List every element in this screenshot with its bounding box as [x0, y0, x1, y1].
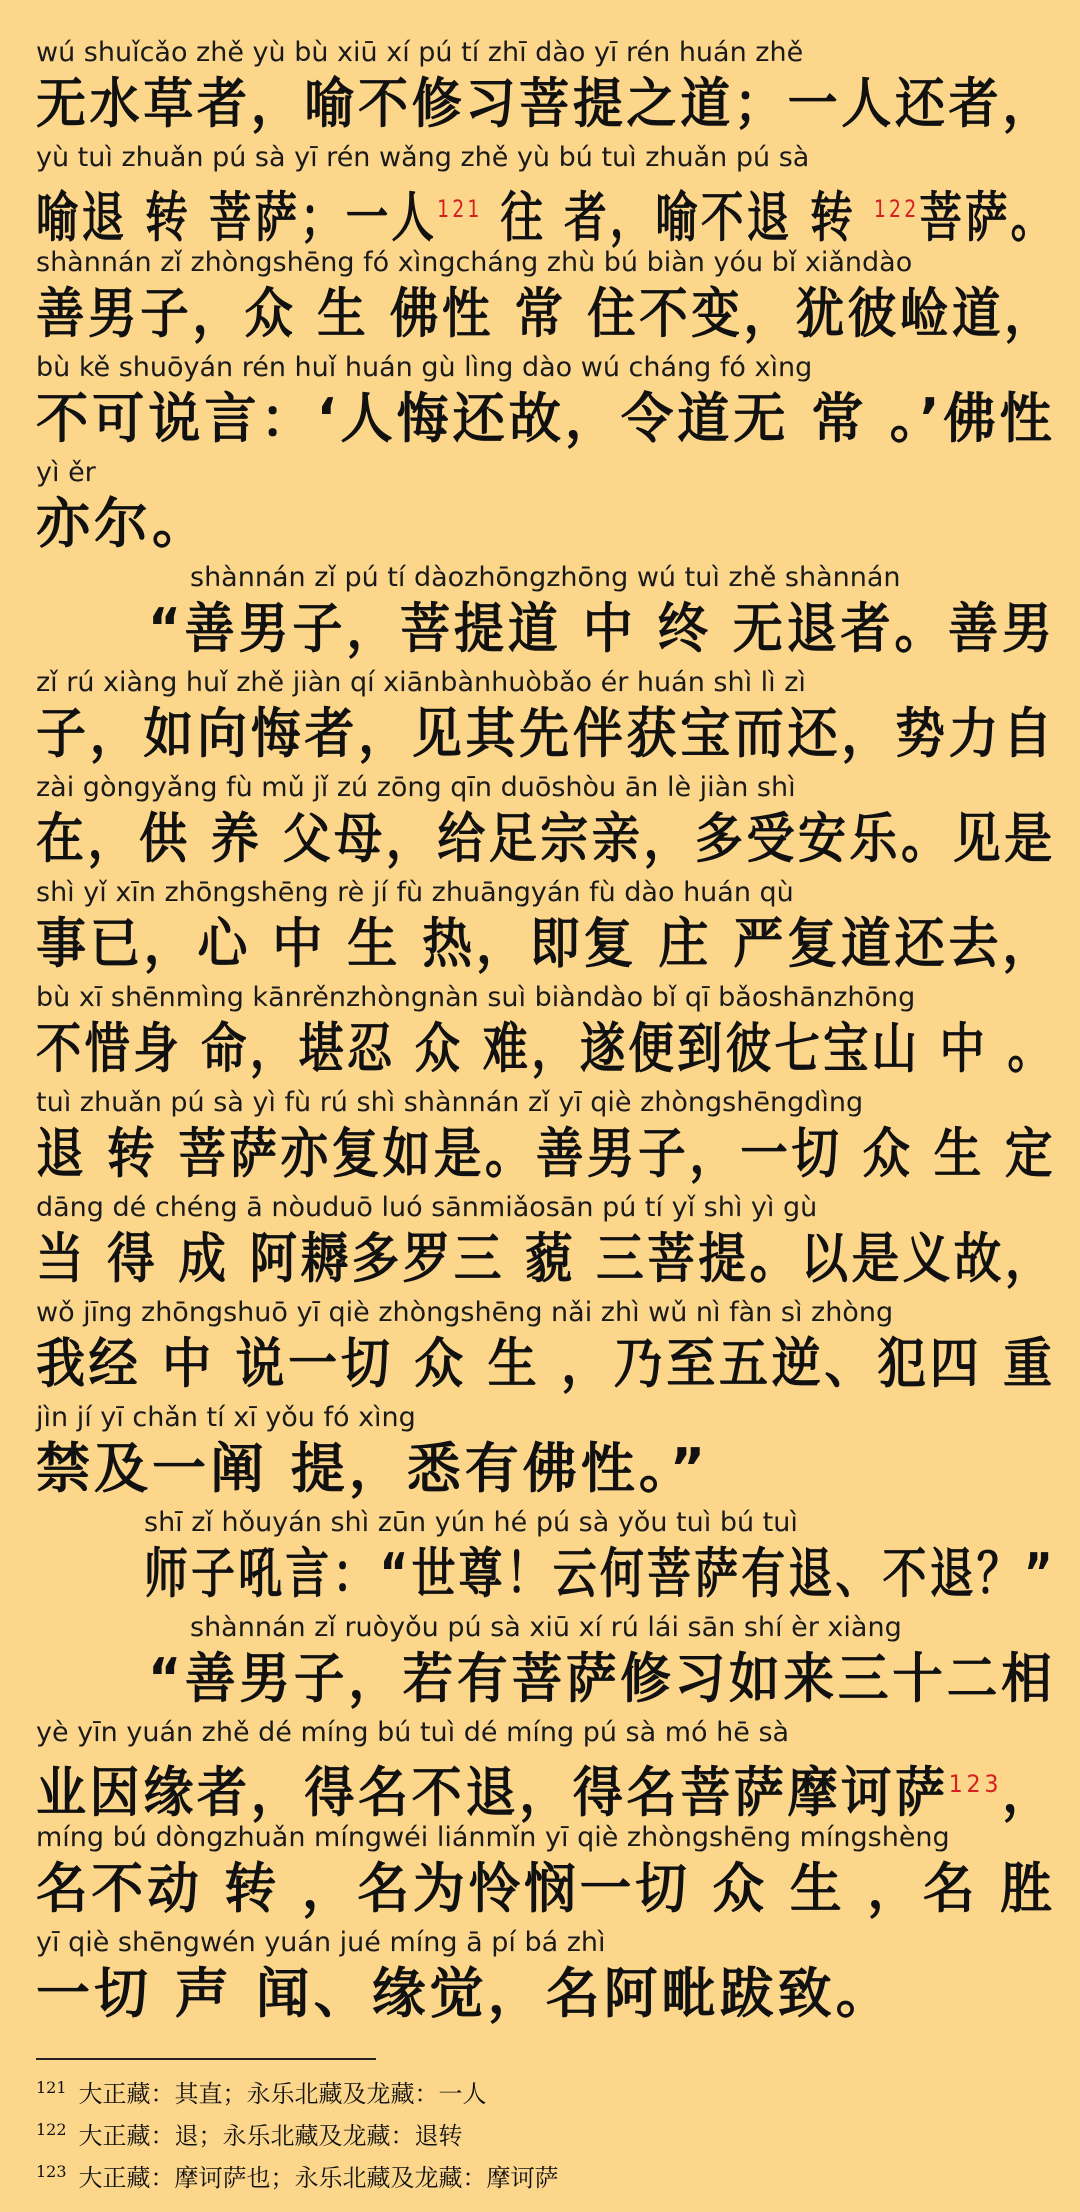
hanzi: 子，如向悔者，见其先伴获宝而还，势力自 [36, 702, 1057, 765]
footnote-ref-123[interactable]: 123 [948, 1770, 1003, 1798]
pinyin: bù kě shuōyán rén huǐ huán gù lìng dào wú cháng fó xìng [36, 352, 813, 383]
pinyin: zǐ rú xiàng huǐ zhě jiàn qí xiānbànhuòbǎo ér huán shì lì zì [36, 667, 806, 698]
hanzi: 当 得 成 阿耨多罗三 藐 三菩提。以是义故， [36, 1227, 1056, 1290]
hanzi: 禁及一阐 提，悉有佛性。” [36, 1437, 710, 1500]
footnote-122: $^{122}$ 大正藏：退；永乐北藏及龙藏：退转 [36, 2120, 463, 2150]
hanzi: 师子吼言：“世尊！云何菩萨有退、不退？” [144, 1542, 1056, 1605]
hanzi: 我经 中 说一切 众 生 ，乃至五逆、犯四 重 [36, 1332, 1056, 1395]
footnote-divider [36, 2058, 376, 2060]
hanzi: 善男子，众 生 佛性 常 住不变，犹彼崄道， [36, 282, 1057, 345]
hanzi: 亦尔。 [36, 492, 210, 555]
pinyin: jìn jí yī chǎn tí xī yǒu fó xìng [36, 1402, 416, 1433]
hanzi: 业因缘者，得名不退，得名菩萨摩诃萨$^{123}$， [36, 1761, 1056, 1824]
pinyin: zài gòngyǎng fù mǔ jǐ zú zōng qīn duōshòu ān lè jiàn shì [36, 772, 796, 803]
hanzi: 无水草者，喻不修习菩提之道；一人还者， [36, 72, 1057, 135]
hanzi: 不可说言：‘人悔还故，令道无 常 。’佛性 [36, 387, 1056, 450]
hanzi: 事已，心 中 生 热，即复 庄 严复道还去， [36, 912, 1057, 975]
pinyin: wú shuǐcǎo zhě yù bù xiū xí pú tí zhī dào yī rén huán zhě [36, 37, 804, 68]
pinyin: shì yǐ xīn zhōngshēng rè jí fù zhuāngyán fù dào huán qù [36, 877, 794, 908]
hanzi: 不惜身 命，堪忍 众 难，遂便到彼七宝山 中 。 [36, 1017, 1056, 1080]
hanzi: 喻退 转 菩萨；一人$^{121}$ 往 者，喻不退 转 $^{122}$菩萨。 [36, 186, 1057, 249]
pinyin: yù tuì zhuǎn pú sà yī rén wǎng zhě yù bú tuì zhuǎn pú sà [36, 142, 810, 173]
pinyin: shànnán zǐ zhòngshēng fó xìngcháng zhù bú biàn yóu bǐ xiǎndào [36, 247, 913, 278]
hanzi: 在，供 养 父母，给足宗亲，多受安乐。见是 [36, 807, 1056, 870]
hanzi: 一切 声 闻、缘觉，名阿毗跋致。 [36, 1962, 894, 2025]
footnote-ref-121[interactable]: 121 [437, 195, 483, 223]
pinyin: wǒ jīng zhōngshuō yī qiè zhòngshēng nǎi zhì wǔ nì fàn sì zhòng [36, 1297, 894, 1328]
footnote-123: $^{123}$ 大正藏：摩诃萨也；永乐北藏及龙藏：摩诃萨 [36, 2162, 559, 2192]
pinyin: yè yīn yuán zhě dé míng bú tuì dé míng pú sà mó hē sà [36, 1717, 790, 1748]
pinyin: míng bú dòngzhuǎn míngwéi liánmǐn yī qiè zhòngshēng míngshèng [36, 1822, 950, 1853]
pinyin: yī qiè shēngwén yuán jué míng ā pí bá zhì [36, 1927, 606, 1958]
pinyin: bù xī shēnmìng kānrěnzhòngnàn suì biàndào bǐ qī bǎoshānzhōng [36, 982, 916, 1013]
footnote-ref-122[interactable]: 122 [873, 195, 920, 223]
pinyin: tuì zhuǎn pú sà yì fù rú shì shànnán zǐ yī qiè zhòngshēngdìng [36, 1087, 864, 1118]
pinyin: yì ěr [36, 457, 96, 488]
pinyin: shī zǐ hǒuyán shì zūn yún hé pú sà yǒu tuì bú tuì [144, 1507, 798, 1538]
pinyin: shànnán zǐ pú tí dàozhōngzhōng wú tuì zhě shànnán [190, 562, 901, 593]
pinyin: shànnán zǐ ruòyǒu pú sà xiū xí rú lái sān shí èr xiàng [190, 1612, 902, 1643]
pinyin: dāng dé chéng ā nòuduō luó sānmiǎosān pú tí yǐ shì yì gù [36, 1192, 818, 1223]
hanzi: “善男子，若有菩萨修习如来三十二相 [148, 1647, 1056, 1710]
hanzi: “善男子，菩提道 中 终 无退者。善男 [148, 597, 1056, 660]
footnote-121: $^{121}$ 大正藏：其直；永乐北藏及龙藏：一人 [36, 2078, 487, 2108]
hanzi: 退 转 菩萨亦复如是。善男子，一切 众 生 定 [36, 1122, 1056, 1185]
hanzi: 名不动 转 ，名为怜悯一切 众 生 ，名 胜 [36, 1857, 1056, 1920]
footnotes [36, 2070, 1044, 2196]
